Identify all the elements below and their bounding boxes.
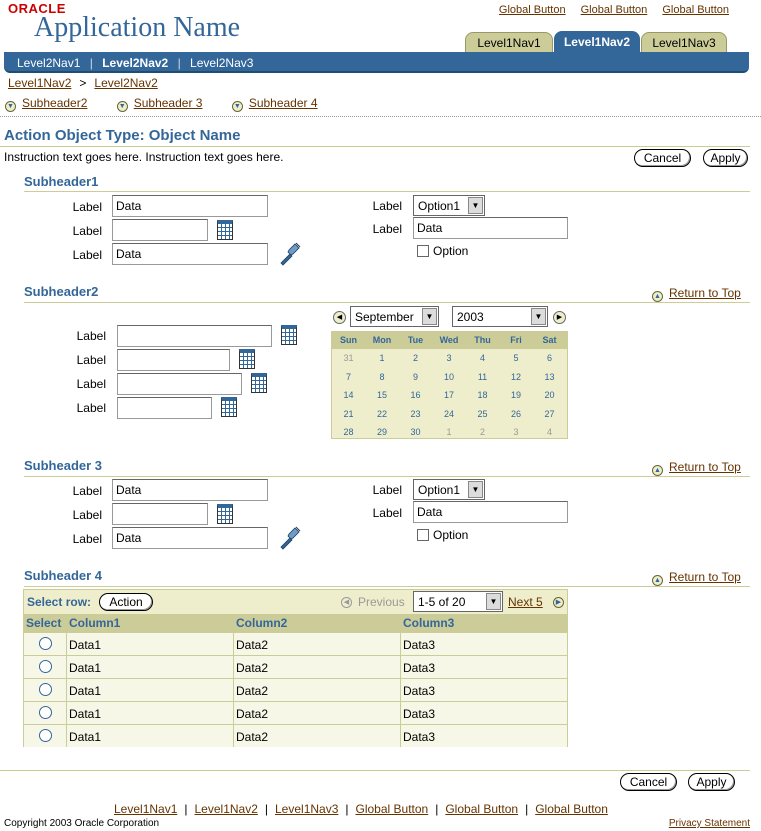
- previous-month-icon[interactable]: ◀: [333, 311, 346, 324]
- table-cell: Data2: [236, 707, 269, 721]
- calendar-day[interactable]: 10: [443, 371, 454, 382]
- calendar-day[interactable]: 17: [443, 390, 454, 400]
- tab-level1nav2[interactable]: Level1Nav2: [554, 31, 640, 53]
- table-cell: Data1: [69, 638, 102, 652]
- table-row: [24, 701, 567, 724]
- breadcrumb-item-2[interactable]: Level2Nav2: [94, 76, 158, 90]
- field-label: Label: [72, 484, 102, 498]
- chevron-down-icon: ▼: [5, 101, 16, 112]
- table-row: [24, 632, 567, 655]
- table-cell: Data1: [69, 661, 102, 675]
- calendar-day[interactable]: 29: [376, 427, 387, 437]
- calendar-day: 31: [343, 353, 354, 363]
- select-value: 1-5 of 20: [418, 595, 466, 609]
- footer-link-level1nav1[interactable]: Level1Nav1: [114, 802, 178, 816]
- calendar-icon[interactable]: [239, 349, 255, 369]
- next-icon[interactable]: ▶: [553, 597, 564, 608]
- text-field[interactable]: Data: [112, 479, 268, 501]
- subheader2-title: Subheader2: [24, 284, 99, 299]
- calendar-icon[interactable]: [251, 373, 267, 393]
- row-select-radio[interactable]: [39, 660, 52, 673]
- breadcrumb-item-1[interactable]: Level1Nav2: [8, 76, 72, 90]
- table-cell: Data2: [236, 684, 269, 698]
- chevron-down-icon: ▼: [422, 308, 437, 325]
- column-divider: [400, 614, 401, 747]
- calendar-day[interactable]: 27: [544, 408, 555, 419]
- footer-link-level1nav3[interactable]: Level1Nav3: [275, 802, 339, 816]
- cancel-button[interactable]: Cancel: [634, 149, 691, 167]
- calendar-weekday: Sun: [340, 335, 357, 345]
- field-label: Label: [372, 506, 402, 520]
- subheader4-title: Subheader 4: [24, 568, 103, 583]
- breadcrumb-separator: >: [79, 76, 87, 90]
- calendar-day[interactable]: 30: [410, 427, 421, 437]
- calendar-day: 2: [479, 427, 485, 437]
- select-row-label: Select row:: [27, 595, 92, 609]
- chevron-down-icon: ▼: [232, 101, 243, 112]
- calendar-weekday: Wed: [439, 335, 459, 345]
- calendar-day[interactable]: 22: [376, 408, 387, 419]
- breadcrumb: [8, 76, 158, 90]
- subheader1-title: Subheader1: [24, 174, 99, 189]
- checkbox-label: Option: [433, 244, 469, 258]
- calendar-icon[interactable]: [221, 397, 237, 417]
- divider: [24, 302, 750, 303]
- table-cell: Data1: [69, 684, 102, 698]
- quick-links: [5, 96, 344, 112]
- divider: [24, 191, 750, 192]
- footer-global-button-1[interactable]: Global Button: [355, 802, 429, 816]
- calendar-day[interactable]: 15: [376, 390, 387, 400]
- field-label: Label: [372, 222, 402, 236]
- chevron-down-icon: ▼: [531, 308, 546, 325]
- table-controls: [24, 590, 567, 614]
- calendar-day[interactable]: 26: [510, 408, 521, 419]
- calendar-day[interactable]: 23: [410, 408, 421, 419]
- calendar-day[interactable]: 21: [343, 408, 354, 419]
- previous-icon: ◀: [341, 597, 352, 608]
- tab-level1nav1[interactable]: Level1Nav1: [465, 32, 553, 53]
- table-cell: Data2: [236, 638, 269, 652]
- select-value: Option1: [418, 483, 461, 497]
- table-cell: Data1: [69, 707, 102, 721]
- calendar-weekday: Fri: [510, 335, 522, 345]
- column-header-1: Column1: [69, 616, 121, 630]
- level2-nav-3[interactable]: Level2Nav3: [190, 56, 254, 70]
- calendar-day[interactable]: 5: [513, 353, 519, 363]
- apply-button[interactable]: Apply: [703, 149, 748, 167]
- table-cell: Data2: [236, 661, 269, 675]
- option-select[interactable]: [413, 479, 485, 500]
- cancel-button[interactable]: Cancel: [620, 773, 677, 791]
- table-cell: Data3: [403, 661, 436, 675]
- field-label: Label: [76, 377, 106, 391]
- calendar-day[interactable]: 1: [379, 353, 385, 363]
- date-field[interactable]: [117, 373, 242, 395]
- select-value: 2003: [457, 310, 484, 324]
- level2-nav-2[interactable]: Level2Nav2: [102, 56, 169, 70]
- calendar-day[interactable]: 4: [479, 353, 485, 363]
- quick-link-subheader4[interactable]: ▼ Subheader 4: [232, 96, 318, 110]
- column-header-2: Column2: [236, 616, 288, 630]
- calendar-day: 1: [446, 427, 452, 437]
- calendar-day[interactable]: 16: [410, 390, 421, 400]
- calendar-day[interactable]: 25: [477, 408, 488, 419]
- range-select[interactable]: [413, 591, 503, 612]
- next-month-icon[interactable]: ▶: [553, 311, 566, 324]
- global-button-3[interactable]: Global Button: [662, 4, 729, 16]
- date-field[interactable]: [112, 219, 208, 241]
- calendar-day[interactable]: 8: [379, 371, 385, 382]
- return-to-top-link[interactable]: ▲ Return to Top: [652, 570, 741, 586]
- calendar-day[interactable]: 12: [510, 371, 521, 382]
- option-checkbox[interactable]: [417, 245, 429, 257]
- text-field[interactable]: Data: [413, 501, 568, 523]
- select-value: Option1: [418, 199, 461, 213]
- apply-button[interactable]: Apply: [688, 773, 735, 791]
- chevron-down-icon: ▼: [117, 101, 128, 112]
- calendar-weekday: Thu: [474, 335, 491, 345]
- calendar-weekday: Sat: [542, 335, 557, 345]
- table-row: [24, 655, 567, 678]
- field-label: Label: [72, 200, 102, 214]
- row-select-radio[interactable]: [39, 706, 52, 719]
- table-cell: Data3: [403, 638, 436, 652]
- calendar-day[interactable]: 11: [477, 371, 488, 382]
- divider: [24, 586, 750, 587]
- column-header-select: Select: [26, 616, 62, 630]
- select-value: September: [355, 310, 414, 324]
- option-select[interactable]: [413, 195, 485, 216]
- calendar-day[interactable]: 9: [412, 371, 418, 382]
- chevron-up-icon: ▲: [652, 465, 663, 476]
- table-cell: Data3: [403, 707, 436, 721]
- checkbox-label: Option: [433, 528, 469, 542]
- row-select-radio[interactable]: [39, 729, 52, 742]
- table-cell: Data3: [403, 684, 436, 698]
- table-header: [24, 614, 567, 632]
- table-row: [24, 724, 567, 747]
- table-row: [24, 678, 567, 701]
- field-label: Label: [72, 224, 102, 238]
- year-select[interactable]: [452, 306, 548, 327]
- column-header-3: Column3: [403, 616, 455, 630]
- month-select[interactable]: [350, 306, 439, 327]
- privacy-statement-link[interactable]: Privacy Statement: [668, 818, 750, 829]
- lov-field[interactable]: Data: [112, 243, 268, 265]
- row-select-radio[interactable]: [39, 637, 52, 650]
- global-buttons: [487, 4, 729, 16]
- chevron-up-icon: ▲: [652, 291, 663, 302]
- divider: [0, 146, 750, 147]
- chevron-down-icon: ▼: [486, 593, 501, 610]
- calendar-icon[interactable]: [217, 504, 233, 524]
- divider: [0, 116, 761, 117]
- calendar-day: 3: [513, 427, 519, 437]
- calendar-weekday: Tue: [407, 335, 424, 345]
- table-cell: Data2: [236, 730, 269, 744]
- app-name: Application Name: [34, 12, 241, 43]
- return-to-top-link[interactable]: ▲ Return to Top: [652, 286, 741, 302]
- calendar-day[interactable]: 28: [343, 427, 354, 437]
- calendar-day[interactable]: 2: [412, 353, 418, 363]
- footer-link-level1nav2[interactable]: Level1Nav2: [194, 802, 258, 816]
- calendar-day[interactable]: 14: [343, 390, 354, 400]
- calendar-icon[interactable]: [217, 220, 233, 240]
- field-label: Label: [72, 508, 102, 522]
- nav-separator: |: [177, 56, 181, 70]
- calendar-day: 4: [546, 427, 552, 437]
- field-label: Label: [76, 353, 106, 367]
- text-field[interactable]: Data: [112, 195, 268, 217]
- subheader3-title: Subheader 3: [24, 458, 103, 473]
- footer-links: Level1Nav1 | Level1Nav2 | Level1Nav3 | Global Button | Global Button | Global Button: [114, 802, 608, 816]
- column-divider: [66, 614, 67, 747]
- option-checkbox[interactable]: [417, 529, 429, 541]
- calendar-weekday: Mon: [372, 335, 392, 345]
- calendar-day[interactable]: 24: [443, 408, 454, 419]
- quick-link-subheader2[interactable]: ▼ Subheader2: [5, 96, 87, 110]
- tab-level1nav3[interactable]: Level1Nav3: [641, 32, 727, 53]
- calendar-day[interactable]: 6: [546, 353, 552, 363]
- table-cell: Data1: [69, 730, 102, 744]
- row-select-radio[interactable]: [39, 683, 52, 696]
- calendar-day[interactable]: 3: [446, 353, 452, 363]
- return-to-top-link[interactable]: ▲ Return to Top: [652, 460, 741, 476]
- field-label: Label: [76, 329, 106, 343]
- flashlight-icon[interactable]: [277, 526, 301, 550]
- previous-link: Previous: [358, 595, 405, 609]
- calendar-weekdays: [332, 332, 567, 349]
- table-cell: Data3: [403, 730, 436, 744]
- chevron-down-icon: ▼: [468, 481, 483, 498]
- footer-global-button-2[interactable]: Global Button: [445, 802, 519, 816]
- global-button-1[interactable]: Global Button: [498, 4, 566, 16]
- oracle-logo: ORACLE: [8, 1, 66, 16]
- level2-nav-1[interactable]: Level2Nav1: [17, 56, 81, 70]
- level2-nav-bar: [4, 52, 749, 73]
- date-field[interactable]: [117, 349, 230, 371]
- nav-separator: |: [89, 56, 93, 70]
- next-link[interactable]: Next 5: [508, 595, 543, 609]
- field-label: Label: [72, 248, 102, 262]
- calendar-icon[interactable]: [281, 325, 297, 345]
- quick-link-subheader3[interactable]: ▼ Subheader 3: [117, 96, 203, 110]
- calendar-day[interactable]: 20: [544, 390, 555, 400]
- chevron-down-icon: ▼: [468, 197, 483, 214]
- divider: [0, 770, 750, 771]
- instruction-text: Instruction text goes here. Instruction text goes here.: [4, 150, 284, 164]
- column-divider: [233, 614, 234, 747]
- footer-global-button-3[interactable]: Global Button: [535, 802, 608, 816]
- date-field[interactable]: [117, 397, 212, 419]
- calendar-day[interactable]: 19: [510, 390, 521, 400]
- field-label: Label: [372, 199, 402, 213]
- calendar-day[interactable]: 7: [345, 371, 351, 382]
- calendar-day[interactable]: 18: [477, 390, 488, 400]
- flashlight-icon[interactable]: [277, 242, 301, 266]
- divider: [24, 476, 750, 477]
- field-label: Label: [72, 532, 102, 546]
- action-button[interactable]: Action: [99, 593, 153, 611]
- chevron-up-icon: ▲: [652, 575, 663, 586]
- text-field[interactable]: Data: [413, 217, 568, 239]
- global-button-2[interactable]: Global Button: [580, 4, 648, 16]
- page-title: Action Object Type: Object Name: [4, 127, 241, 144]
- date-field[interactable]: [112, 503, 208, 525]
- copyright: Copyright 2003 Oracle Corporation: [4, 818, 160, 829]
- calendar-day[interactable]: 13: [544, 371, 555, 382]
- lov-field[interactable]: Data: [112, 527, 268, 549]
- data-table: [23, 589, 568, 747]
- date-field[interactable]: [117, 325, 272, 347]
- field-label: Label: [76, 401, 106, 415]
- field-label: Label: [372, 483, 402, 497]
- calendar: [331, 331, 568, 439]
